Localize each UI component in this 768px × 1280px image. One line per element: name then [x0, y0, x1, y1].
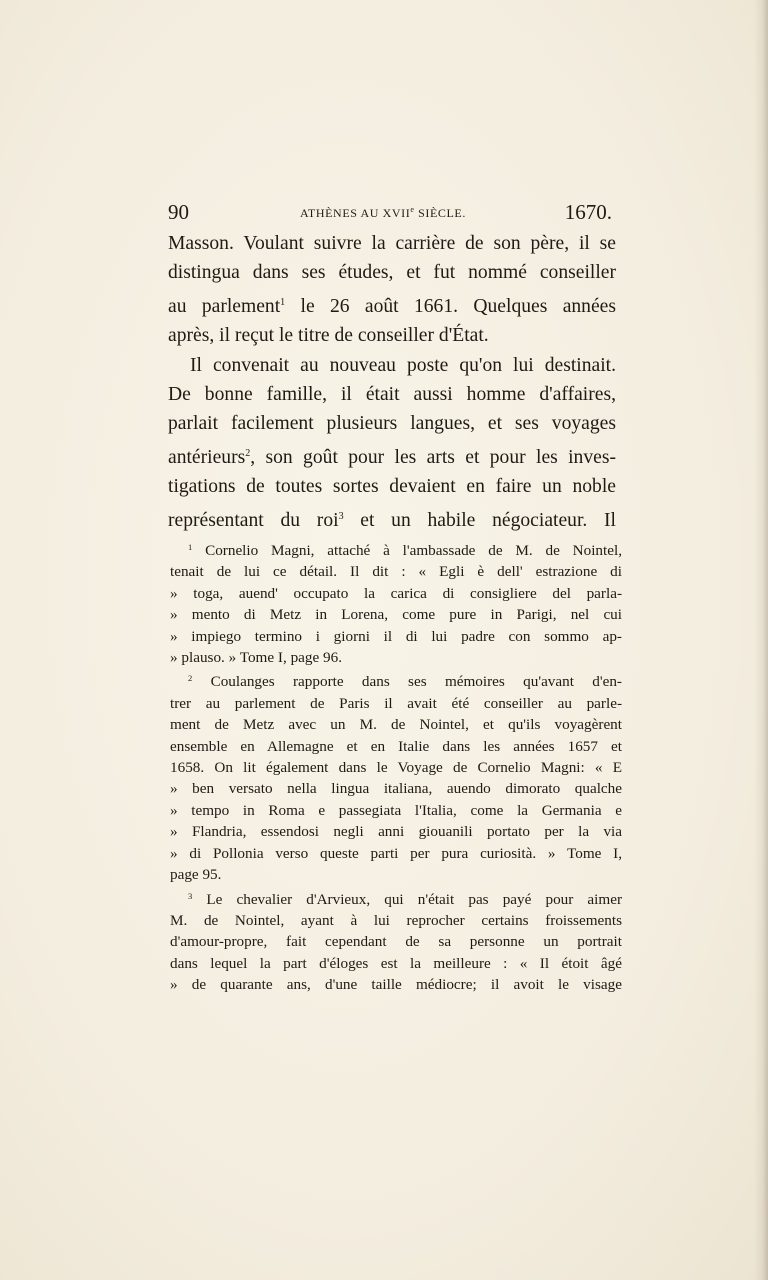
header-year: 1670. — [564, 200, 612, 224]
footnote-line: tenait de lui ce détail. Il dit : « Egli è dell' estrazione di — [170, 563, 622, 581]
footnote-line: » di Pollonia verso queste parti per pura curiosità. » Tome I, — [170, 844, 622, 862]
page-number: 90 — [168, 200, 189, 224]
footnote-line: ment de Metz avec un M. de Nointel, et qu'ils voyagèrent — [170, 716, 622, 734]
running-title-superscript: e — [410, 205, 415, 214]
text-line: De bonne famille, il était aussi homme d'affaires, — [168, 384, 616, 406]
text-line: parlait facilement plusieurs langues, et ses voyages — [168, 413, 616, 435]
footnote-line: page 95. — [170, 866, 222, 884]
running-title: ATHÈNES AU XVIIe SIÈCLE. — [300, 205, 466, 220]
footnote-marker: 1 — [188, 542, 193, 552]
page-edge-shadow — [754, 0, 768, 1280]
footnotes — [170, 537, 622, 996]
footnote-reference: 1 — [280, 296, 286, 308]
footnote-reference: 2 — [245, 447, 251, 459]
footnote-line: d'amour-propre, fait cependant de sa personne un portrait — [170, 933, 622, 951]
footnote-line: $^2$ Coulanges rapporte dans ses mémoires qu'avant d'en- — [188, 673, 622, 691]
footnote-line: M. de Nointel, ayant à lui reprocher certains froissements — [170, 911, 622, 929]
text-line: représentant du roi$^3$ et un habile négociateur. Il — [168, 509, 616, 531]
footnote-line: $^1$ Cornelio Magni, attaché à l'ambassade de M. de Nointel, — [188, 542, 622, 559]
footnote-marker: 2 — [188, 673, 193, 684]
footnote-line: » toga, auend' occupato la carica di consigliere del parla- — [170, 584, 622, 602]
text-line: tigations de toutes sortes devaient en faire un noble — [168, 476, 616, 498]
footnote-line: » ben versato nella lingua italiana, auendo dimorato qualche — [170, 780, 622, 798]
footnote-reference: 3 — [338, 510, 344, 522]
footnote-3 — [170, 886, 622, 996]
footnote-line: » plauso. » Tome I, page 96. — [170, 649, 343, 667]
footnote-line: » de quarante ans, d'une taille médiocre; il avoit le visage — [170, 976, 622, 994]
main-text — [168, 229, 616, 535]
footnote-line: ensemble en Allemagne et en Italie dans les années 1657 et — [170, 737, 622, 755]
footnote-marker: 3 — [188, 890, 193, 901]
footnote-line: » mento di Metz in Lorena, come pure in Parigi, nel cui — [170, 606, 622, 624]
footnote-line: 1658. On lit également dans le Voyage de Cornelio Magni: « E — [170, 759, 622, 777]
footnote-line: dans lequel la part d'éloges est la meilleure : « Il étoit âgé — [170, 954, 622, 972]
footnote-line: » impiego termino i giorni il di lui padre con sommo ap- — [170, 627, 622, 645]
footnote-line: trer au parlement de Paris il avait été conseiller au parle- — [170, 694, 622, 712]
text-line: Il convenait au nouveau poste qu'on lui destinait. — [190, 354, 616, 376]
text-line: Masson. Voulant suivre la carrière de son père, il se — [168, 233, 616, 254]
footnote-2 — [170, 668, 622, 885]
page-header — [168, 200, 612, 228]
text-line: après, il reçut le titre de conseiller d'État. — [168, 325, 489, 347]
text-line: distingua dans ses études, et fut nommé conseiller — [168, 262, 616, 284]
footnote-1 — [170, 537, 622, 668]
text-line: antérieurs$^2$, son goût pour les arts et pour les inves- — [168, 446, 616, 468]
footnote-line: $^3$ Le chevalier d'Arvieux, qui n'était pas payé pour aimer — [188, 890, 622, 908]
text-line: au parlement$^1$ le 26 août 1661. Quelques années — [168, 295, 616, 317]
footnote-line: » Flandria, essendosi negli anni giouanili portato per la via — [170, 823, 622, 841]
footnote-line: » tempo in Roma e passegiata l'Italia, come la Germania e — [170, 801, 622, 819]
